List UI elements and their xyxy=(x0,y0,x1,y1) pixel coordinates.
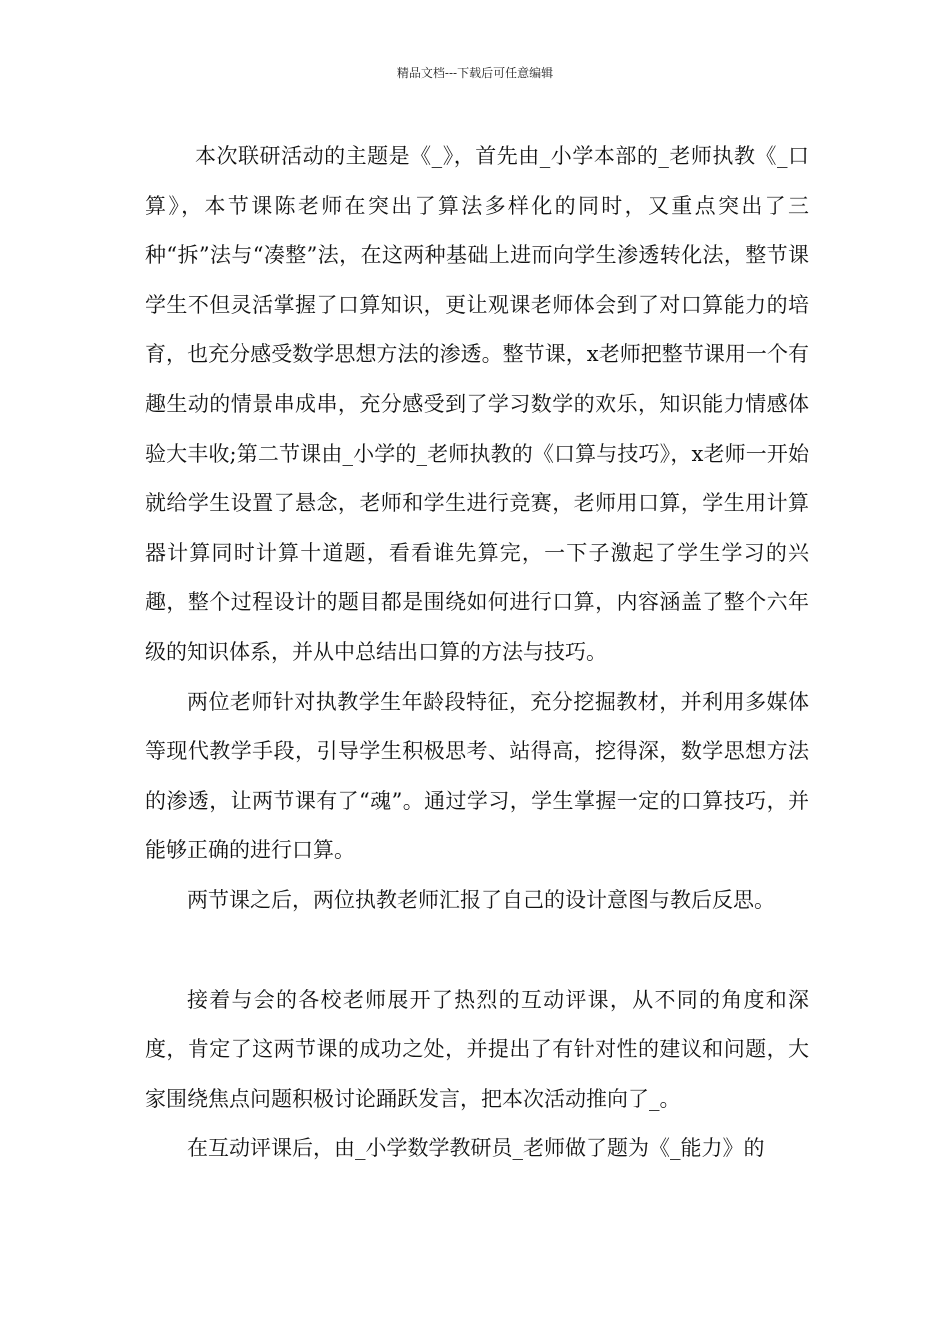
paragraph-4: 接着与会的各校老师展开了热烈的互动评课，从不同的角度和深度，肯定了这两节课的成功之处，并提出了有针对性的建议和问题，大家围绕焦点问题积极讨论踊跃发言，把本次活动推向了_。 xyxy=(145,987,809,1111)
paragraph-2: 两位老师针对执教学生年龄段特征，充分挖掘教材，并利用多媒体等现代教学手段，引导学生积极思考、站得高，挖得深，数学思想方法的渗透，让两节课有了“魂”。通过学习，学生掌握一定的口算技巧，并能够正确的进行口算。 xyxy=(145,689,809,863)
paragraph-5: 在互动评课后，由_小学数学教研员_老师做了题为《_能力》的 xyxy=(187,1136,765,1161)
document-body xyxy=(145,132,809,1174)
paragraph-3: 两节课之后，两位执教老师汇报了自己的设计意图与教后反思。 xyxy=(187,887,775,912)
paragraph-1: 本次联研活动的主题是《_》，首先由_小学本部的_老师执教《_口算》，本节课陈老师在突出了算法多样化的同时，又重点突出了三种“拆”法与“凑整”法，在这两种基础上进而向学生渗透转化法，整节课学生不但灵活掌握了口算知识，更让观课老师体会到了对口算能力的培育，也充分感受数学思想方法的渗透。整节课，x老师把整节课用一个有趣生动的情景串成串，充分感受到了学习数学的欢乐，知识能力情感体验大丰收;第二节课由_小学的_老师执教的《口算与技巧》，x老师一开始就给学生设置了悬念，老师和学生进行竞赛，老师用口算，学生用计算器计算同时计算十道题，看看谁先算完，一下子激起了学生学习的兴趣，整个过程设计的题目都是围绕如何进行口算，内容涵盖了整个六年级的知识体系，并从中总结出口算的方法与技巧。 xyxy=(145,144,809,664)
page-header: 精品文档---下载后可任意编辑 xyxy=(396,66,554,80)
paragraph-gap xyxy=(145,926,809,976)
